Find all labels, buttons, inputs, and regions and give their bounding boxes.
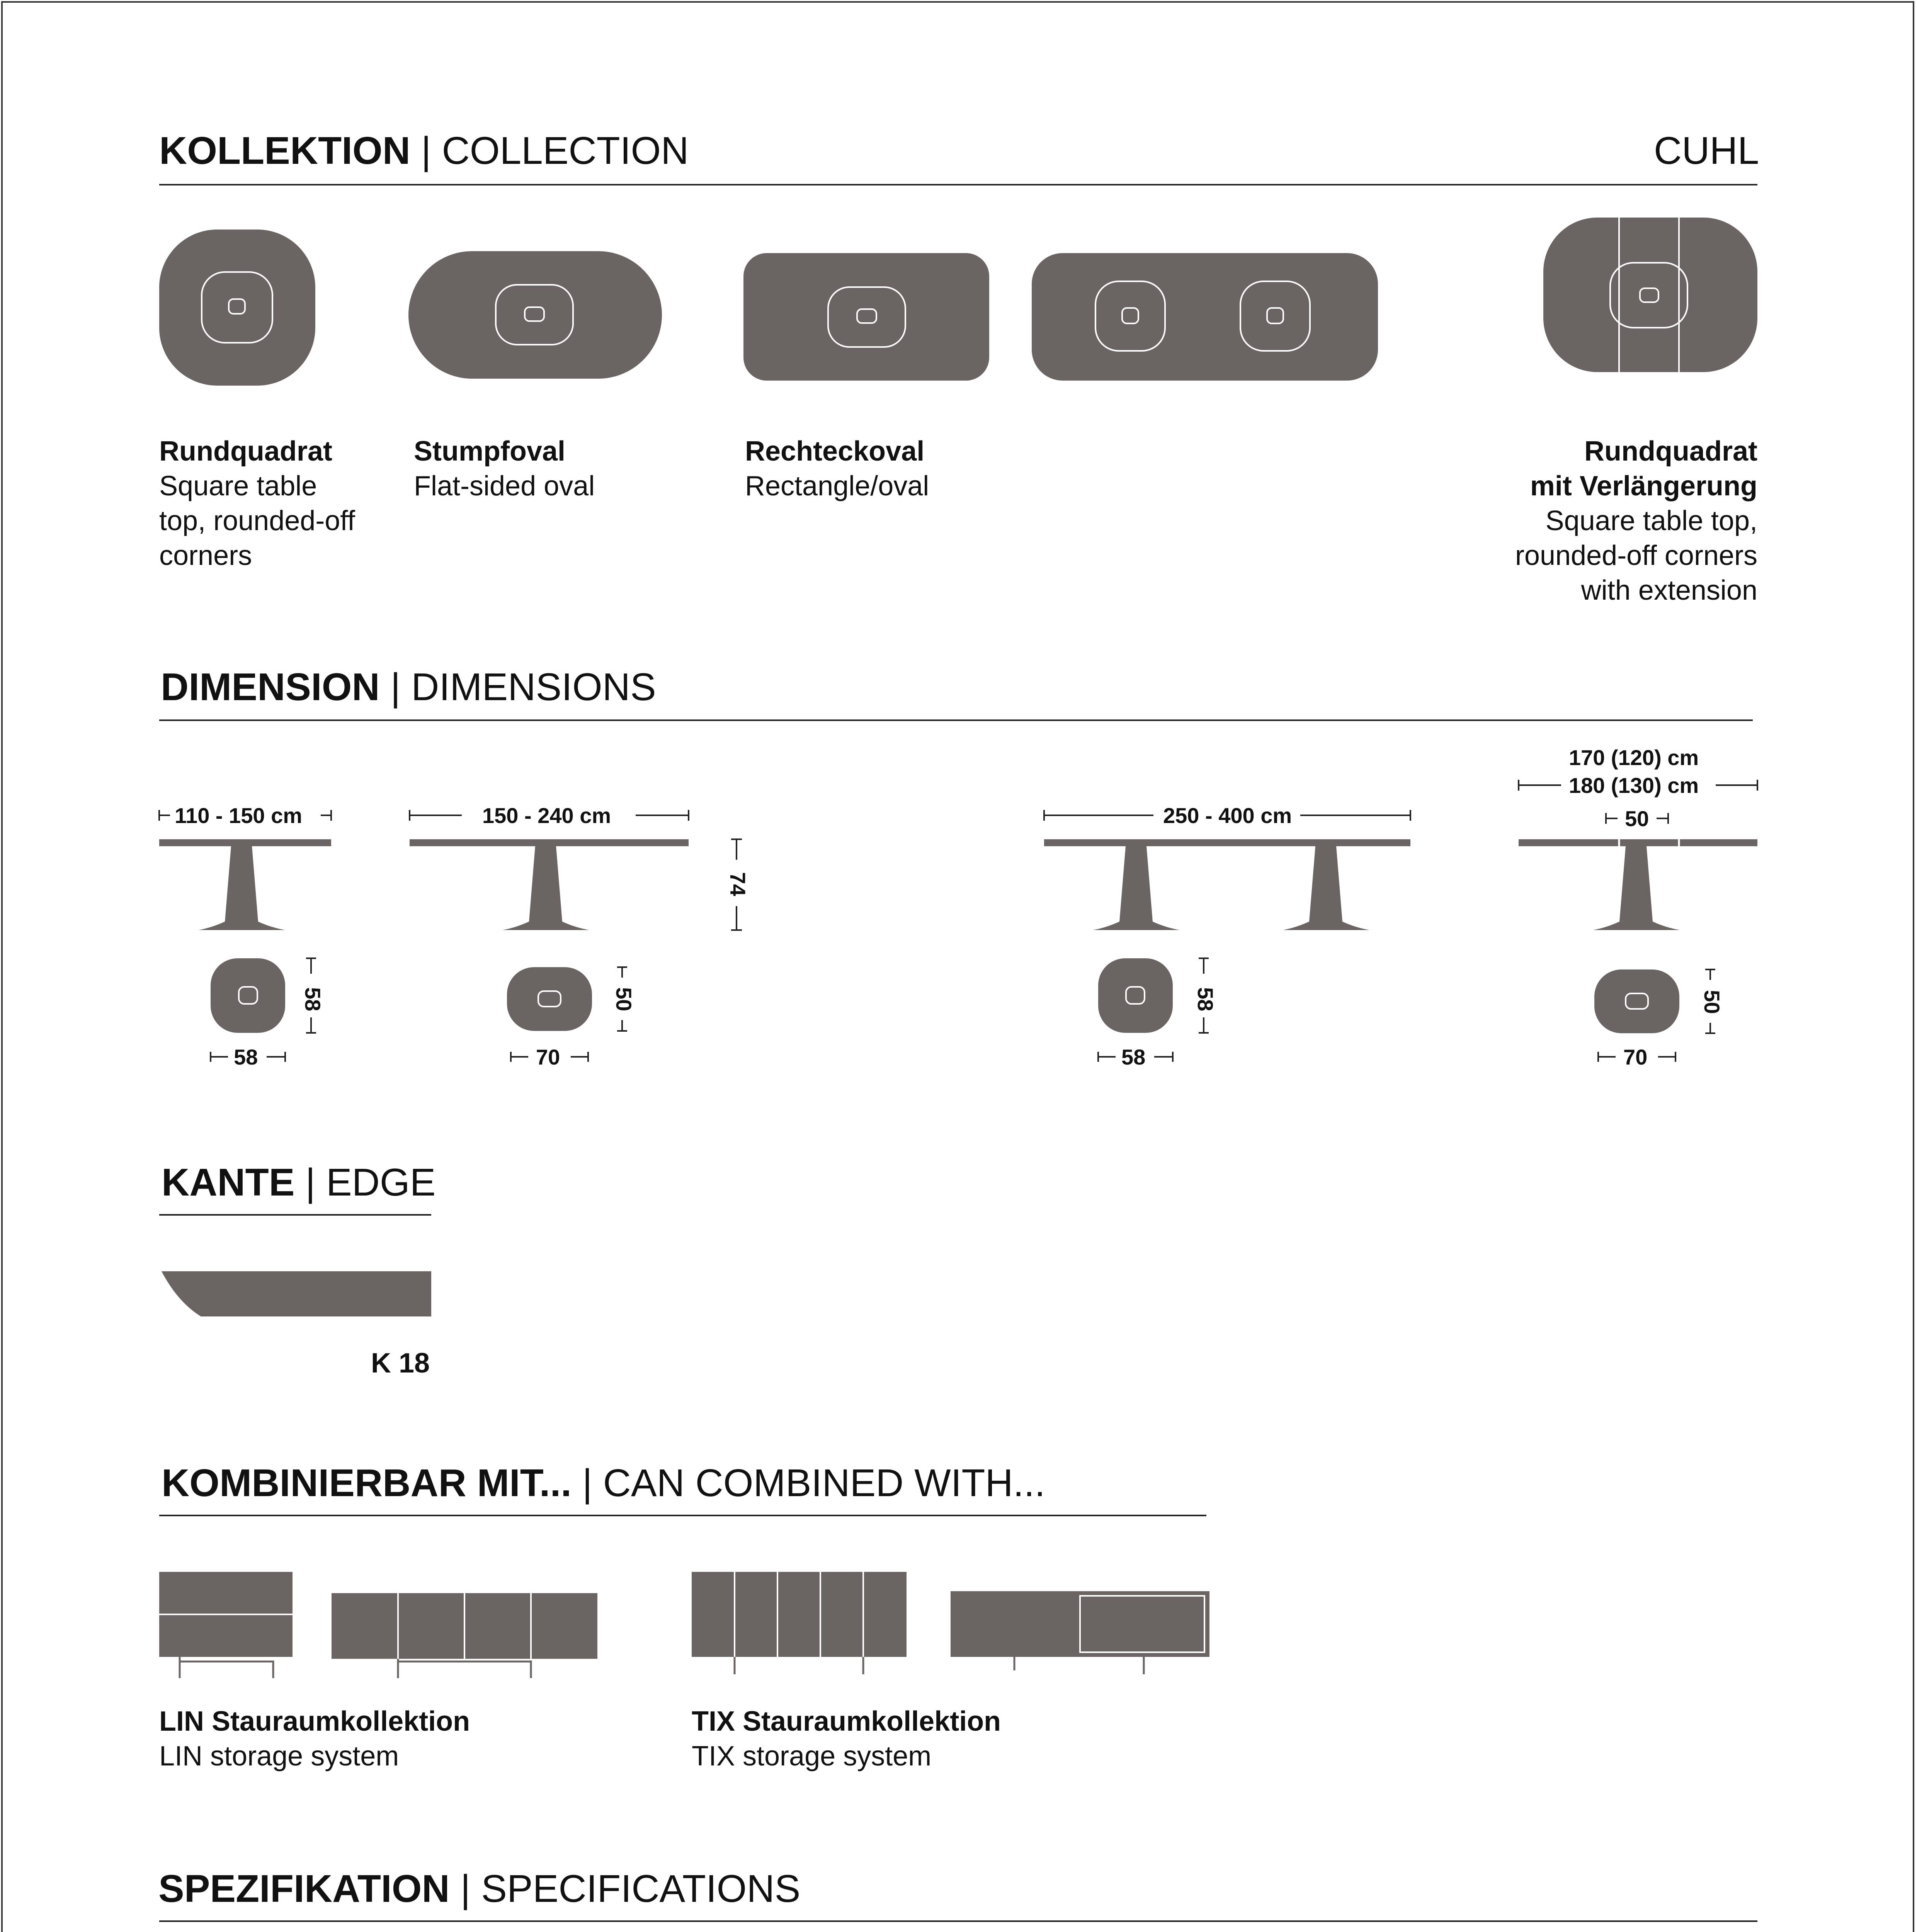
- shape-1-desc-1: Square table: [159, 471, 317, 502]
- specs-rule: [159, 1920, 1757, 1922]
- width-label-1: 110 - 150 cm: [175, 803, 303, 828]
- dimensions-heading: DIMENSION | DIMENSIONS: [161, 665, 656, 709]
- extension-width-label: 50: [1625, 806, 1649, 831]
- edge-profile: [162, 1271, 431, 1316]
- shape-1-name: Rundquadrat: [159, 436, 332, 467]
- table-leg-2: [503, 846, 589, 930]
- extension-shape: [1543, 218, 1757, 372]
- table-leg-3a: [1093, 846, 1180, 930]
- table-leg-1: [199, 846, 285, 930]
- base-2-width: 70: [536, 1045, 560, 1069]
- combine-rule: [159, 1515, 1206, 1516]
- width-label-4b: 180 (130) cm: [1569, 773, 1699, 798]
- table-top-1: [159, 839, 331, 846]
- collection-heading: KOLLEKTION | COLLECTION: [159, 129, 689, 172]
- stumpfoval-shape: [408, 251, 662, 379]
- base-4-depth: 50: [1700, 990, 1725, 1014]
- shape-2-name: Stumpfoval: [414, 436, 566, 467]
- shape-3-desc-1: Rectangle/oval: [745, 471, 929, 502]
- base-plate-3: [1098, 958, 1173, 1033]
- width-label-4a: 170 (120) cm: [1569, 745, 1699, 770]
- edge-label: K 18: [371, 1348, 430, 1379]
- shape-1-desc-2: top, rounded-off: [159, 505, 356, 536]
- shape-4-desc-3: with extension: [1581, 575, 1757, 606]
- lin-name-en: LIN storage system: [159, 1741, 399, 1772]
- tix-name-en: TIX storage system: [692, 1741, 932, 1772]
- table-top-3: [1044, 839, 1410, 846]
- rechteckoval-shape: [743, 253, 989, 381]
- table-top-2: [410, 839, 689, 846]
- base-4-width: 70: [1623, 1045, 1648, 1069]
- base-plate-1: [211, 958, 285, 1033]
- edge-heading: KANTE | EDGE: [162, 1161, 436, 1204]
- shape-4-name-1: Rundquadrat: [1584, 436, 1757, 467]
- width-label-2: 150 - 240 cm: [482, 803, 611, 828]
- base-2-depth: 50: [612, 987, 636, 1012]
- lin-name-de: LIN Stauraumkollektion: [159, 1706, 470, 1737]
- table-leg-3b: [1283, 846, 1369, 930]
- base-plate-4: [1594, 969, 1679, 1033]
- dimensions-rule: [159, 719, 1753, 721]
- edge-rule: [159, 1214, 431, 1216]
- shape-4-name-2: mit Verlängerung: [1530, 471, 1757, 502]
- shape-2-desc-1: Flat-sided oval: [414, 471, 595, 502]
- shape-1-desc-3: corners: [159, 540, 252, 571]
- table-leg-4: [1593, 846, 1680, 930]
- rundquadrat-shape: [159, 230, 315, 386]
- rechteckoval-long-shape: [1032, 253, 1378, 381]
- base-1-depth: 58: [301, 987, 325, 1012]
- height-label: 74: [726, 872, 750, 896]
- base-plate-2: [507, 967, 592, 1031]
- shape-4-desc-2: rounded-off corners: [1515, 540, 1757, 571]
- table-top-4: [1519, 839, 1757, 846]
- base-3-width: 58: [1121, 1045, 1146, 1069]
- base-1-width: 58: [234, 1045, 258, 1069]
- shape-4-desc-1: Square table top,: [1545, 505, 1757, 536]
- combine-heading: KOMBINIERBAR MIT... | CAN COMBINED WITH...: [162, 1461, 1046, 1505]
- brand-label: CUHL: [1654, 129, 1759, 172]
- base-3-depth: 58: [1193, 987, 1218, 1012]
- tix-name-de: TIX Stauraumkollektion: [692, 1706, 1001, 1737]
- width-label-3: 250 - 400 cm: [1163, 803, 1292, 828]
- shape-3-name: Rechteckoval: [745, 436, 925, 467]
- tix-unit-1: [692, 1572, 907, 1657]
- specs-heading: SPEZIFIKATION | SPECIFICATIONS: [158, 1867, 801, 1910]
